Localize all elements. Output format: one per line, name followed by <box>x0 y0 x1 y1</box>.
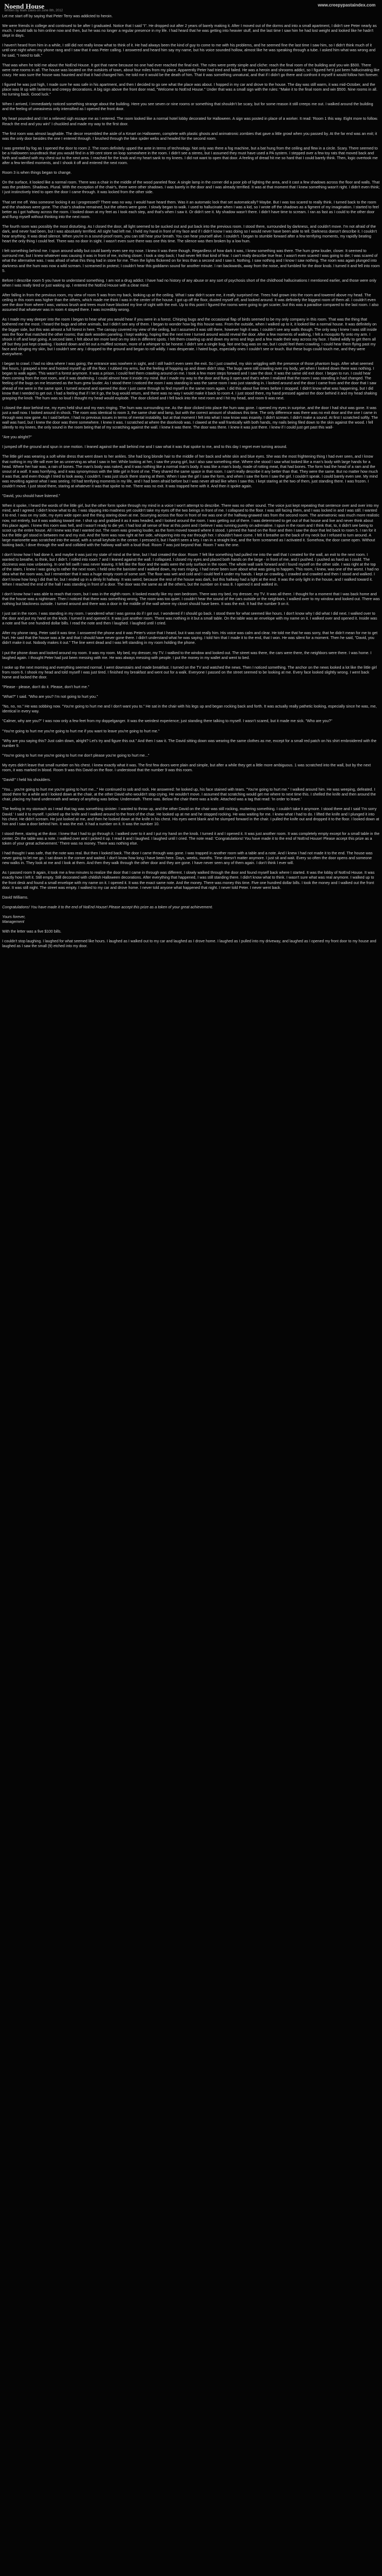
story-paragraph: That set me off. Was someone locking it as I progressed? There was no way. I would have heard them. Was it an automatic lock that set automatically? Maybe. But I was too scared to really think. I turned back to the room and the shadows were gone. The chair's shadow remained, but the others were gone. I slowly began to walk. I used to hallucinate when I was a kid, so I wrote off the shadows as a figment of my imagination. I started to feel better as I got halfway across the room. I looked down at my feet as I took each step, and that's when I saw it. Or didn't see it. My shadow wasn't there. I didn't have time to scream. I ran as fast as I could to the other door and flung myself without thinking into the next room. <box>2 200 379 219</box>
story-paragraph: "Why are you saying this? Just calm down, alright? Let's try and figure this out." And then I saw it. The David sitting down was wearing the same clothes as me, except for a small red patch on his shirt embroidered with the number 9. <box>2 738 377 748</box>
header <box>2 0 380 14</box>
story-paragraph: "Are you alright?" <box>2 435 32 440</box>
story-paragraph: After falling in from the previous room, my view of room 5 was from my back, looking up at the ceiling. What I saw didn't scare me, it really surprised me. Trees had grown into the room and towered above my head. The ceiling in this room was higher than the others, which made me think I was in the center of the house. I got up off the floor, dusted myself off, and looked around. It was definitely the biggest room of them all. I couldn't even see the door from where I was; various brush and trees must have blocked my line of sight with the exit. Up to this point I figured the rooms were going to get scarier, but this was a paradise compared to the last room. I also assumed that whatever was in room 4 stayed there. I was incredibly wrong. <box>2 293 379 312</box>
story-paragraph: "What?" I said. "Who are you? I'm not going to hurt you." <box>2 695 98 699</box>
story-paragraph: I felt something behind me. I spun around wildly but could barely even see my nose. I knew it was there though. Regardless of how dark it was, I knew something was there. The hum grew louder, closer. It seemed to surround me, but I knew whatever was causing it was in front of me, inching closer. I took a step back; I had never felt that kind of fear. I can't really describe true fear. I wasn't even scared I was going to die; I was scared of what the alternative was. I was afraid of what this thing had in store for me. Then the lights flickered on for less than a second and I saw it. Nothing. I saw nothing and I know I saw nothing. The room was again plunged into darkness and the hum was now a wild scream. I screamed in protest; I couldn't hear this goddamn sound for another minute. I ran backwards, away from the noise, and fumbled for the door knob. I turned it and fell into room 5. <box>2 249 380 273</box>
story-paragraph: "No, no, no." He was sobbing now. "You're going to hurt me and I don't want you to." He sat in the chair with his legs up and began rocking back and forth. It was actually really pathetic looking, especially since he was, me, identical in every way. <box>2 704 377 714</box>
story-paragraph: I had thought I was safe, that the note was real. But then I looked back. The door I came through was gone. I was trapped in another room with a table and a note. And I knew I had not made it to the end. The house was never going to let me go. I sat down in the corner and waited. I don't know how long I have been here. Days, weeks, months. Time doesn't matter anymore. I just sit and wait. Every so often the door opens and someone new walks in. They look at me and I look at them. And then they walk through the other door and they are gone. I have never seen any of them again. I don't think I ever will. <box>2 851 373 866</box>
story-paragraph: When it spoke, I heard the words of the little girl, but the other form spoke through my mind in a voice I won't attempt to describe. There was no other sound. The voice just kept repeating that sentence over and over into my mind, and I agreed. I didn't know what to do. I was slipping into madness yet couldn't take my eyes off the two beings in front of me. I collapsed to the floor. I was still facing them, and I was locked in and I was still. I wanted it to end. I was on my side, my eyes wide open and the thing staring down at me. Scurrying across the floor in front of me was one of the halfway-gnawed rats from the second room. The animatronic was much more realistic now, not entirely, but it was walking toward me. I shot up and grabbed it as it was headed, and I looked around the room. I was getting out of there. I was determined to get out of that house and live and never think about this place again. I knew this room was hell, and I wasn't ready to die yet. I had lost all sense of fear at this point and I believe I was running purely on adrenaline. I spun in the room and I think that, to, it didn't see being to scoot up the entire house. All I knew was that I wanted out. The room was growing louder, as the form moved toward where it stood. I pinned the hand on the floor and then I saw the door that led back to room 5. I ran for it but the little girl stood in between me and my exit. And the form was now right at her side, whispering into my ear through her. I shouldn't have come. I felt it breathe on the back of my neck but I refused to turn around. A large marionette was scratched into the wood, with a small keyhole in the center. I pressed it, but I hadn't seen a key. I ran in a straight line, and the form screamed as I activated it. Somehow, the door came open. Without looking back, I dove through the wall and collided with the hallway wall with a loud thud. Room 7 was just beyond that. Room 7 was the one. <box>2 504 380 547</box>
site-link[interactable]: www.creepypastaindex.com <box>318 3 376 8</box>
signature-line-1: Yours forever, <box>2 915 26 919</box>
story-paragraph: I jumped off the ground and spun in one motion. I leaned against the wall behind me and I saw what it was that spoke to me, and to this day I regret ever turning around. <box>2 445 287 450</box>
story-paragraph: That was when he told me about the NoEnd House. It got that name because no one had ever reached the final exit. The rules were pretty simple and cliche: reach the final room of the building and you win $500. There were nine rooms in all. The house was located on the outskirts of town, about four miles from my place. Apparently Peter had tried and failed. He was a heroin and shrooms addict, so I figured he'd just been hallucinating like crazy. He was sure the house was haunted and that it had changed him. He told me it would be the death of him. That it was something unnatural, and that if I didn't go there and confront it myself it would follow him forever. <box>2 63 380 77</box>
story-paragraph: I put the phone down and looked around my room. It was my room. My bed, my dresser, my TV. I walked to the window and looked out. The street was there, the cars were there, the neighbors were there. I was home. I laughed again. I thought Peter had just been messing with me. He was always messing with people. I put the money in my wallet and went to bed. <box>2 650 372 660</box>
story-paragraph: After my phone rang, Peter said it was time. I answered the phone and it was Peter's voice that I heard, but it was not really him. His voice was calm and clear. He told me that he was sorry, that he didn't mean for me to get hurt. He said that the house was a lie and that I should have never gone there. I didn't understand what he was saying. I told him that I made it to the end, that I won. He was silent for a moment. Then he said, "David, you didn't make it out. Nobody makes it out." The line went dead and I was left standing in my room holding the phone. <box>2 631 378 645</box>
story-paragraph: The fourth room was possibly the most disturbing. As I closed the door, all light seemed to be sucked out and put back into the previous room. I stood there, surrounded by darkness, and couldn't move. I'm not afraid of the dark, and never had been, but I was absolutely terrified. All sight had left me. I held my hand in front of my face and if I didn't know I was doing so I would never have been able to tell. Darkness doesn't describe it. I couldn't hear anything. It was dead silence. When you're in a sound-proof room, you can still hear your breath. You can hear yourself alive. I couldn't. I began to stumble forward after a few terrifying moments, my rapidly beating heart the only thing I could feel. There was no door in sight. I wasn't even sure there was one this time. The silence was then broken by a low hum. <box>2 224 377 244</box>
signature <box>2 915 380 925</box>
story-paragraph: I was greeted by fog as I opened the door to room 2. The room definitely upped the ante in terms of technology. Not only was there a fog machine, but a bat hung from the ceiling and flew in a circle. Scary. There seemed to be a Halloween soundtrack that you would find in a 99-cent store on loop somewhere in the room. I didn't see a stereo, but I assumed they must have used a PA system. I stepped over a few toy rats that moved back and forth and walked with my chest out to the next area. I reached for the knob and my heart sank to my knees. I did not want to open that door. A feeling of dread hit me so hard that I could barely think. Then, logic overtook me after a few terrified moments, and I shook it off and entered the next room. <box>2 146 378 166</box>
story-title: Noend House <box>4 2 45 10</box>
story-paragraph: I woke up the next morning and everything seemed normal. I went downstairs and made breakfast. I turned on the TV and watched the news. Then I noticed something. The anchor on the news looked a lot like the little girl from room 6. I shook my head and told myself I was just tired. I finished my breakfast and went out for a walk. Everyone I passed on the street seemed to be looking at me. Every face looked slightly wrong. I went back home and locked the door. <box>2 665 377 679</box>
story-paragraph: "Please - please, don't do it. Please, don't hurt me." <box>2 685 90 690</box>
story-paragraph: I haven't heard from him in a while, I still did not really know what to think of it. He had always been the kind of guy to come to me with his problems, and he seemed fine the last time I saw him, so I didn't think much of it until one night when my phone rang and I saw that it was Peter calling. I answered and heard him say my name, but his voice sounded hollow, almost like he was speaking through a tube. I asked him what was wrong and he said, "I need to talk." <box>2 43 376 58</box>
story-paragraph: I stood there, staring at the door. I knew that I had to go through it. I walked over to it and I put my hand on the knob. I turned it and I opened it. It was just another room. It was completely empty except for a small table in the center. On the table was a note. I walked over and I picked it up. I read it and I laughed. I laughed until I cried. The note read: 'Congratulations! You have made it to the end of NoEnd House! Please accept this prize as a token of your great achievement.' There was no money. There was nothing else. <box>2 831 380 846</box>
congrats-note: Congratulations! You have made it to the end of NoEnd House! Please accept this prize as a token of your great achievement. <box>2 905 213 909</box>
story-paragraph: My eyes didn't leave that small number on his chest. I knew exactly what it was. The first few doors were plain and simple, but after a while they get a little more ambiguous. 1 was scratched into the wall, but by the next room, it was marked in blood. Room 9 was this David on the floor. I understood that the number 9 was this room. <box>2 763 371 772</box>
signature-line-2: Management <box>2 920 24 924</box>
story-paragraph: As I passed room 9 again, it took me a few minutes to realize the door that I came in through was different. I slowly walked through the door and found myself back where I started. It was the lobby of NoEnd House. It was exactly how I left it. Still empty. Still decorated with childish Halloween decorations. After everything that happened, I was still standing there. I didn't know what to think. I wasn't sure what was real anymore. I walked up to the front desk and found a small envelope with my name on it. I opened it. It was the exact same note. And the money. There was money this time. Five one hundred dollar bills. I took the money and I walked out the front door. It was still night. The street was empty. I walked to my car and drove home. I never told anyone what happened that night. I never told Peter. I never went back. <box>2 871 375 890</box>
story-paragraph: I don't know how I was able to reach that room, but I was in the eighth room. It looked exactly like my own bedroom. There was my bed, my dresser, my TV. It was all there. I thought for a moment that I was back home and that the house was a nightmare. Then I noticed that there was something wrong. The room was too quiet. I couldn't hear the sound of the cars outside or the neighbors. I walked over to my window and looked out. There was nothing but blackness outside. I turned around and there was a door in the middle of the wall where my closet should have been. It was the exit. It had the number 9 on it. <box>2 592 380 606</box>
story-paragraph: On the surface, it looked like a normal room. There was a chair in the middle of the wood paneled floor. A single lamp in the corner did a poor job of lighting the area, and it cast a few shadows across the floor and walls. That was the problem. Shadows. Plural. With the exception of the chair's, there were other shadows. I was barely in the door and I was already terrified. It was at that moment that I knew something wasn't right. I didn't even think; I just instinctively tried to open the door I came through. It was locked from the other side. <box>2 180 380 195</box>
story-paragraph: The first room was almost laughable. The decor resembled the aisle of a Kmart on Halloween, complete with plastic ghosts and animatronic zombies that gave a little growl when you passed by. At the far end was an exit; it was the only door besides the one I entered through. I brushed through the fake spider webs and headed for the second room. <box>2 131 377 141</box>
story-paragraph: I don't know how I had done it, and maybe it was just my state of mind at the time, but I had created the door. Room 7 felt like something had pulled me into the wall that I created for the wall, an exit to the next room. I wanted to breathe, to think, but I didn't. I rolled into room 7 and I leaned against the wall. I collapsed. I closed my eyes and placed both hands on the large - in front of me, and I pushed. I pushed as hard as I could. The dizziness was now unbearing. In one fell swift I was never leaving. It felt like the floor and the walls were the only surface in the room. The whole wall sank forward and I found myself on the other side. I was right at the top of the stairs. I knew I was going to rather the next room. I held onto the banister and I walked down, my ears ringing. I had never been sure about what was going to happen. This room, I knew, was one of the worst. I had no idea what the room was, but I remember that it was a huge empty room of some sort. The floor was wet and cold and I could feel it under my hands. I kept on crawling. I crawled and crawled and then I stood and walked. I don't know how long I did that for, but I ended up in a dimly lit hallway. It was weird, because the rest of the house was dark, but this hallway had a light at the end. It was the only light in the house, and I walked toward it. When I reached the end of the hall I was standing in front of a door. The door was the same as all the others, but the number on it was 8. I opened it and walked in. <box>2 553 379 587</box>
story-paragraph: My heart pounded and I let a relieved sigh escape me as I entered. The room looked like a normal hotel lobby decorated for Halloween. A sign was posted in place of a worker. It read: 'Room 1 this way. Eight more to follow. Reach the end and you win!' I chuckled and made my way to the first door. <box>2 117 378 126</box>
after-paragraph-2: I couldn't stop laughing. I laughed for what seemed like hours. I laughed as I walked out to my car and laughed as I drove home. I laughed as I pulled into my driveway, and laughed as I opened my front door to my house and laughed as I saw the small (9) etched into my door. <box>2 939 377 948</box>
story-footer <box>2 905 380 949</box>
story-paragraph: We were friends in college and continued to be after I graduated. Notice that I said "I". He dropped out after 2 years of barely making it. After I moved out of the dorms and into a small apartment, I didn't see Peter nearly as much. I would talk to him online now and then, but he was no longer a regular presence in my life. I had heard that he was getting into heavier stuff, and the last time I saw him he had lost weight and looked like he hadn't slept in days. <box>2 24 377 38</box>
story-paragraph: Room 3 is when things began to change. <box>2 171 72 175</box>
story-paragraph: "David!" I held his shoulders. <box>2 778 51 783</box>
story-body <box>2 14 380 900</box>
story-paragraph: Let me start off by saying that Peter Terry was addicted to heroin. <box>2 14 113 18</box>
story-paragraph: I figured he was just high, I made sure he was safe in his apartment, and then I decided to go see what the place was about. I hopped in my car and drove to the house. The day was still warm, it was mid-October, and the place was lit up with lanterns and creepy decorations. A big sign above the front door read, "Welcome to NoEnd House." Under that was a small sign with the rules: "Make it to the final room and win $500. Nine rooms in all. No turning back. Good luck." <box>2 82 378 97</box>
story-paragraph: I just sat in the room. I was standing in my room. I wondered what I was gonna do if I got out. I wondered if I should go back. I stood there for what seemed like hours. I don't know why I did what I did next. I walked over to the door and put my hand on the knob. I turned it and opened it. It was just another room. There was nothing in it but a small table. On the table was an envelope with my name on it. I walked over and opened it. Inside was a note and five one hundred dollar bills. I read the note and then I laughed. I laughed until I cried. <box>2 611 377 626</box>
byline: Written by Mark Davis on June 8th, 2012 <box>4 9 63 12</box>
story-paragraph: "Calmer, why are you?" I was now only a few feet from my doppelganger. It was the weirdest experience; just standing there talking to myself. I wasn't scared, but it made me sick. "Who are you?" <box>2 719 332 724</box>
story-paragraph: "You're going to hurt me you're going to hurt me don't please you're going to hurt me..." <box>2 753 150 758</box>
story-paragraph: "You're going to hurt me you're going to hurt me if you want to leave you're going to hurt me." <box>2 729 160 733</box>
after-paragraph-1: With the letter was a five $100 bills. <box>2 929 62 934</box>
story-paragraph: When I arrived, I immediately noticed something strange about the building. Here you see seven or nine rooms or something that shouldn't be scary, but for some reason it still creeps me out. I walked around the building and the feeling of uneasiness only intensified as I opened the front door. <box>2 102 373 112</box>
story-paragraph: I closed the door behind me, my eyes held shut and my ears ringing. The hum was surrounding me. As the door clicked into place the hum was gone. I opened my eyes in surprise, and the door I had shut was gone. It was just a wall now. I looked around in shock. The room was identical to room 3, the same chair and lamp, but with the correct amount of shadows this time. The only difference was there was no exit door and the one I came in through was now gone. As I said before, I had no previous issues in terms of mental instability, but at that moment I felt into what I now know was insanity. I didn't scream. I didn't make a sound. At first I scratched softly. The wall was hard, but I knew the door was there somewhere. I knew it was. I scratched at where the doorknob was. I clawed at the wall frantically with both hands, my nails being filed down to the skin against the wood. I fell silently to my knees, the only sound in the room being that of my scratching against the wall. I knew it was there. The door was there. I knew it was just there. I knew if I could just get past this wall- <box>2 405 378 430</box>
story-paragraph: "David, you should have listened." <box>2 494 61 499</box>
story-paragraph: "You... you're going to hurt me you're going to hurt me..." He continued to sob and rock. He answered: he looked up, his face stained with tears. "You're going to hurt me." I walked around him. He was weeping, defeated. I stood there for a while and I looked down at the chair, at the other David who wouldn't stop crying. He wouldn't move. I assumed that scratching would get me where to next time this. I shelled the knife and then around the chair, placing my hand underneath and weary of anything was below. Underneath. There was. Below the chair there was a knife. Attached was a tag that read: 'In order to leave.' <box>2 787 376 802</box>
story-paragraph: The feeling in my stomach as I read that tag was something sinister. I wanted to throw up, and the other David on the chair was still rocking, muttering something. I couldn't take it anymore. I stood there and I said 'I'm sorry David.' I said it to myself. I picked up the knife and I walked around to the front of the chair. He looked up at me and he stopped rocking. He was waiting for me. I knew what I had to do. I lifted the knife and I plunged it into his chest. He didn't scream. He just looked at me, and then he looked down at the knife in his chest. His eyes went blank and he slumped forward in the chair. I pulled the knife out and dropped it to the floor. I looked down at him and I saw a door behind him. It was the exit. It had a number on it. It was the number 10. <box>2 807 379 826</box>
story-paragraph: The little girl was wearing a soft white dress that went down to her ankles. She had long blonde hair to the middle of her back and white skin and blue eyes. She was the most frightening thing I had ever seen, and I know that nothing in my life will ever be as unnerving as what I saw in her. While looking at her, I saw the young girl, but I also saw something else. Where she stood I saw what looked like a man's body with large hands for a head. Where her hair was, a rain of bones. The man's body was naked, and it was nothing like a normal man's body. It was like a man's body, made of rotting meat, that had bones. The form had the head of a ram and the snout of a wolf. It was horrifying, and it was synonymous with the little girl in front of me. They shared the same space in that room. I can't really describe it any better than that. They were the same. But no matter how much it was that, and even though I tried to look away, I couldn't. I was just stuck there staring at them. When I saw the girl I saw the form, and when I saw the form I saw the girl. I couldn't speak. I could barely even see. My mind was revolting against what I was seeing. I'd had terrifying moments in my life, and I had been afraid before but I was never afraid like when I saw this. I kept staring at the two of them, just standing there. I was frozen. I couldn't move. I just stood there, staring at whatever it was that spoke to me. There was no exit. It was trapped here with it. And then it spoke again. <box>2 454 378 489</box>
story-paragraph: Before I describe room 5 you have to understand something. I am not a drug addict. I have had no history of any abuse or any sort of psychosis short of the childhood hallucinations I mentioned earlier, and those were only when I was really tired or just waking up. I entered the NoEnd House with a clear mind. <box>2 278 377 288</box>
story-paragraph: I began to crawl. I had no idea where I was going; the entrance was nowhere in sight, and I still hadn't even seen the exit. So I just crawled, my skin wriggling with the presence of those phantom bugs. After what seemed like hours, I grasped a tree and hoisted myself up off the floor. I rubbed my arms, but the feeling of hopping up and down didn't stop. The bugs were still crawling over my body, yet when I looked down there was nothing. I began to walk again. This wasn't a forest anymore. It was a prison. I could feel them crawling around on me. I took a few more steps forward and I saw the door. It was the same old exit door. I began to run. I could hear them coming from the root room, and it was deafening. I could almost hear it inside my mind. But I made my way to the door and flung it open and that's when I realized that the room I was standing in had changed. The feeling of the bugs on me lessened as the hum grew louder. As I stood there I noticed the room I was standing in was the same room I was just standing in. I looked around and the door I came from and the door that I saw ahead of me were in the same spot. I turned around and opened the door I just came through to find myself in the same room again. I did this about five times before I stopped. I didn't know what was happening, but I did know that I needed to get out. I had a feeling that if I let it go, the bug would return, and there was no way I would make it back to room 4. I just stood there, my hand pressed against the door behind it and my head shaking grasping the knob. The hum was so loud I thought my head would explode. The door clicked and I fell back into the next room and I hit my head, and room 6 was next. <box>2 362 377 400</box>
story-paragraph: David Williams. <box>2 895 29 900</box>
story-paragraph: As I made my way deeper into the room I began to hear what you would hear if you were in a forest. Chirping bugs and the occasional flap of birds seemed to be my only company in this room. That was the thing that bothered me the most. I heard the bugs and other animals, but I didn't see any of them. I began to wonder how big this house was. From the outside, when I walked up to it, it looked like a normal house. It was definitely on the bigger side, but this was almost a full forest in here. The canopy covered my view of the ceiling, but I assumed it was still there, however high it was. I couldn't see any walls though. The only way I knew I was still inside was the floor that matched the other rooms; that dark wooden paneling. I kept walking, hoping that the next tree I turned around would reveal the door. After a few moments of walking, I felt a mosquito fly onto my arm. I shook it off and kept going. A second later, I felt about ten more land on my skin in different spots. I felt them crawling up and down my arms and legs and a few made their way across my face. I flailed wildly to get them all off but they just kept crawling. I looked down and let out a muffled scream, more of a whimper to be honest. I didn't see a single bug. Not one bug was on me, but I could feel them crawling. I could hear them flying past my face and stinging my skin, but I couldn't see any. I dropped to the ground and began to roll wildly. I was desperate. I hated bugs, especially ones I couldn't see or touch. But these bugs could touch me, and they were everywhere. <box>2 317 377 356</box>
